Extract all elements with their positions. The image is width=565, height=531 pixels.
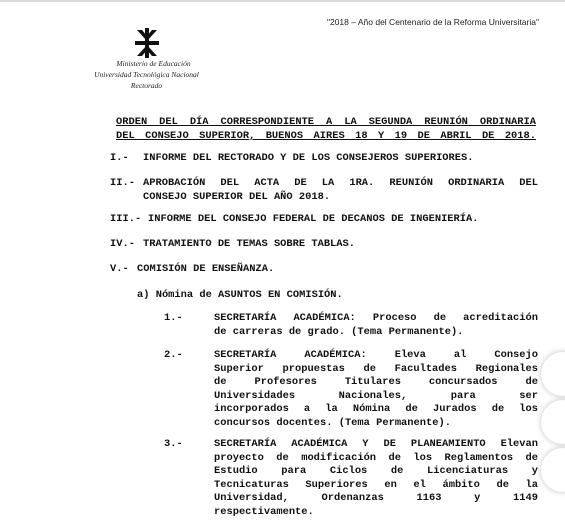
- section-2-line-1: APROBACIÓN DEL ACTA DE LA 1RA. REUNIÓN ORDINARIA DEL: [143, 177, 538, 189]
- section-3-number: III.-: [110, 213, 142, 225]
- viewer-floating-button-1[interactable]: [541, 352, 565, 396]
- section-5-text: COMISIÓN DE ENSEÑANZA.: [137, 263, 275, 275]
- agenda-item-1-number: 1.-: [164, 312, 183, 324]
- document-title-line-2: DEL CONSEJO SUPERIOR, BUENOS AIRES 18 Y 19 DE ABRIL DE 2018.: [116, 130, 536, 142]
- section-2-number: II.-: [110, 177, 135, 189]
- section-5-number: V.-: [110, 263, 129, 275]
- utn-logo-icon: [135, 28, 159, 58]
- agenda-item-2-line-6: concursos docentes. (Tema Permanente).: [214, 416, 451, 429]
- letterhead-office: Rectorado: [130, 81, 163, 90]
- agenda-item-2-line-1: SECRETARÍA ACADÉMICA: Eleva al Consejo: [214, 349, 538, 361]
- page-top-border: [0, 0, 565, 2]
- agenda-item-1-line-2: de carreras de grado. (Tema Permanente).: [214, 325, 464, 338]
- section-4-number: IV.-: [110, 238, 135, 250]
- agenda-item-2-line-2: Superior propuestas de Facultades Regionales: [214, 362, 538, 375]
- agenda-item-3-line-6: respectivamente.: [214, 505, 314, 518]
- section-2-line-2: CONSEJO SUPERIOR DEL AÑO 2018.: [143, 190, 331, 203]
- viewer-floating-button-3[interactable]: [541, 448, 565, 492]
- agenda-item-2-line-3: de Profesores Titulares concursados de: [214, 376, 538, 388]
- agenda-item-3-line-1: SECRETARÍA ACADÉMICA Y DE PLANEAMIENTO Elevan: [214, 438, 538, 450]
- agenda-item-3-line-3: Estudio para Ciclos de Licenciaturas y: [214, 465, 538, 477]
- agenda-item-3-number: 3.-: [164, 438, 183, 450]
- agenda-item-3-line-5: Universidad, Ordenanzas 1163 y 1149: [214, 492, 538, 504]
- viewer-floating-button-2[interactable]: [541, 400, 565, 444]
- agenda-item-2-line-5: incorporados a la Nómina de Jurados de los: [214, 403, 538, 415]
- document-title: [116, 115, 536, 143]
- letterhead-ministry: Ministerio de Educación: [116, 59, 191, 68]
- section-3-text: INFORME DEL CONSEJO FEDERAL DE DECANOS DE INGENIERÍA.: [148, 213, 479, 225]
- section-4-text: TRATAMIENTO DE TEMAS SOBRE TABLAS.: [143, 238, 356, 250]
- letterhead: [84, 58, 209, 91]
- agenda-item-2-line-4: Universidades Nacionales, para ser: [214, 389, 538, 402]
- agenda-item-3-line-2: proyecto de modificación de los Reglamentos de: [214, 451, 538, 464]
- agenda-item-3-line-4: Tecnicaturas Superiores en el ámbito de la: [214, 478, 538, 491]
- section-1-number: I.-: [110, 152, 129, 164]
- letterhead-university: Universidad Tecnológica Nacional: [94, 70, 199, 79]
- agenda-item-1-line-1: SECRETARÍA ACADÉMICA: Proceso de acreditación: [214, 312, 538, 324]
- section-1-text: INFORME DEL RECTORADO Y DE LOS CONSEJEROS SUPERIORES.: [143, 152, 474, 164]
- subsection-title: a) Nómina de ASUNTOS EN COMISIÓN.: [137, 289, 343, 301]
- document-title-line-1: ORDEN DEL DÍA CORRESPONDIENTE A LA SEGUNDA REUNIÓN ORDINARIA: [116, 116, 536, 128]
- agenda-item-2-number: 2.-: [164, 349, 183, 361]
- header-note: "2018 – Año del Centenario de la Reforma Universitaria": [326, 17, 539, 27]
